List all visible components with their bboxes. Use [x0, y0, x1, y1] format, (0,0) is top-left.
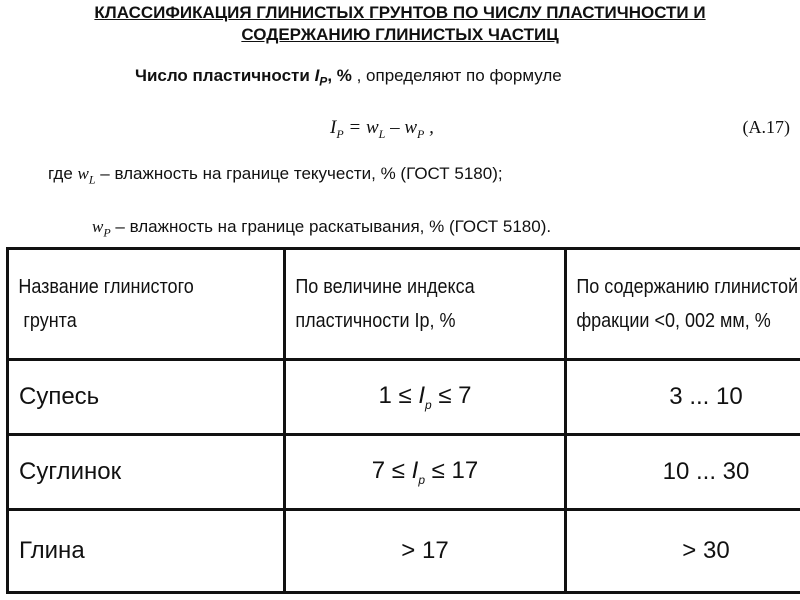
table-row — [8, 360, 800, 435]
intro-var: $I_P$ — [314, 66, 328, 89]
soil-name: Глина — [8, 510, 285, 593]
clay-fraction: 10 ... 30 — [566, 435, 800, 510]
soil-name: Суглинок — [8, 435, 285, 510]
intro-rest: , определяют по формуле — [351, 66, 562, 85]
intro-line — [135, 66, 562, 88]
header-clay-fraction: По содержанию глинистой фракции <0, 002 мм, % — [566, 249, 800, 360]
header-soil-name: Название глинистого грунта — [8, 249, 257, 360]
clay-fraction: 3 ... 10 — [566, 360, 800, 435]
intro-unit: , % — [327, 66, 352, 85]
plasticity-range: > 17 — [285, 510, 566, 593]
plasticity-range: $1 \le I_p \le 7$ — [285, 360, 566, 435]
classification-table — [6, 247, 800, 594]
definition-wl: где $w_L$ – влажность на границе текучести, % (ГОСТ 5180); — [48, 164, 503, 187]
title-line-2: СОДЕРЖАНИЮ ГЛИНИСТЫХ ЧАСТИЦ — [241, 25, 559, 44]
formula: $I_P = w_L - w_P$ , — [330, 117, 434, 141]
equation-number: (А.17) — [742, 117, 790, 137]
clay-fraction: > 30 — [566, 510, 800, 593]
table-row — [8, 510, 800, 593]
soil-name: Супесь — [8, 360, 285, 435]
table-header-row — [8, 249, 800, 360]
header-plasticity-index: По величине индекса пластичности Ip, % — [285, 249, 538, 360]
table-row — [8, 435, 800, 510]
intro-bold: Число пластичности — [135, 66, 310, 85]
page-title — [0, 2, 800, 46]
definition-wp: $w_P$ – влажность на границе раскатывания, % (ГОСТ 5180). — [92, 217, 552, 240]
title-line-1: КЛАССИФИКАЦИЯ ГЛИНИСТЫХ ГРУНТОВ ПО ЧИСЛУ ПЛАСТИЧНОСТИ И — [94, 3, 706, 22]
plasticity-range: $7 \le I_p \le 17$ — [285, 435, 566, 510]
